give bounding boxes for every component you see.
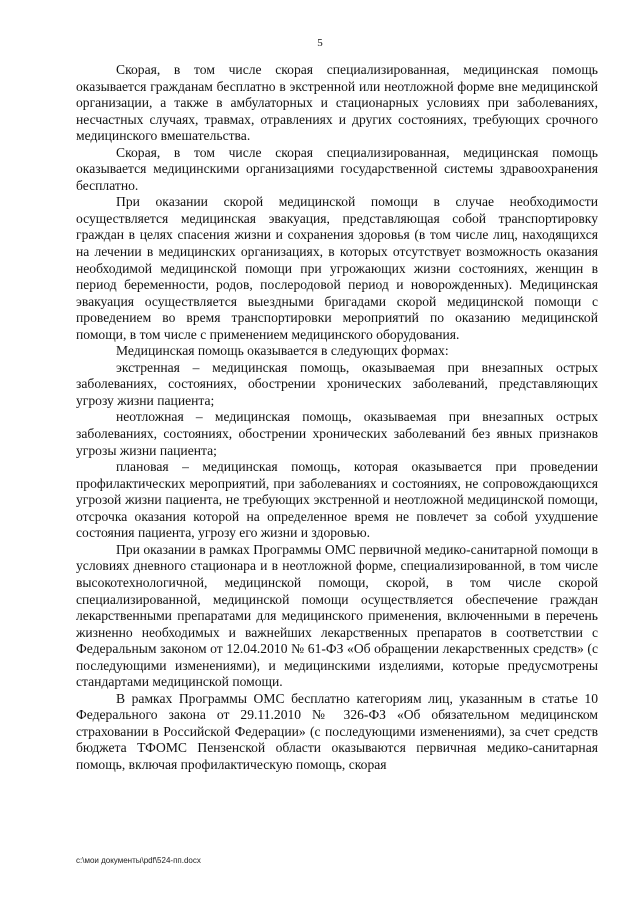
paragraph: Скорая, в том числе скорая специализированная, медицинская помощь оказывается гражданам бесплатно в экстренной или неотложной форме вне медицинской организации, а также в амбулаторных и стационарных условиях при заболеваниях, несчастных случаях, травмах, отравлениях и других состояниях, требующих срочного медицинского вмешательства.: [76, 62, 598, 144]
paragraph: При оказании скорой медицинской помощи в случае необходимости осуществляется медицинская эвакуация, представляющая собой транспортировку граждан в целях спасения жизни и сохранения здоровья (в том числе лиц, находящихся на лечении в медицинских организациях, в которых отсутствует возможность оказания необходимой медицинской помощи при угрожающих жизни состояниях, женщин в период беременности, родов, послеродовой период и новорожденных). Медицинская эвакуация осуществляется выездными бригадами скорой медицинской помощи с проведением во время транспортировки мероприятий по оказанию медицинской помощи, в том числе с применением медицинского оборудования.: [76, 194, 598, 342]
document-body: [76, 62, 598, 774]
paragraph: При оказании в рамках Программы ОМС первичной медико-санитарной помощи в условиях дневного стационара и в неотложной форме, специализированной, в том числе высокотехнологичной, медицинской помощи, скорой, в том числе скорой специализированной, медицинской помощи осуществляется обеспечение граждан лекарственными препаратами для медицинского применения, включенными в перечень жизненно необходимых и важнейших лекарственных препаратов в соответствии с Федеральным законом от 12.04.2010 № 61-ФЗ «Об обращении лекарственных средств» (с последующими изменениями), и медицинскими изделиями, которые предусмотрены стандартами медицинской помощи.: [76, 541, 598, 690]
list-item: неотложная – медицинская помощь, оказываемая при внезапных острых заболеваниях, состояниях, обострении хронических заболеваний без явных признаков угрозы жизни пациента;: [76, 409, 598, 458]
footer-file-path: c:\мои документы\pdf\524-пп.docx: [76, 856, 201, 865]
list-item: экстренная – медицинская помощь, оказываемая при внезапных острых заболеваниях, состояниях, обострении хронических заболеваний, представляющих угрозу жизни пациента;: [76, 359, 598, 408]
paragraph: Скорая, в том числе скорая специализированная, медицинская помощь оказывается медицинскими организациями государственной системы здравоохранения бесплатно.: [76, 144, 598, 193]
paragraph: В рамках Программы ОМС бесплатно категориям лиц, указанным в статье 10 Федерального закона от 29.11.2010 № 326-ФЗ «Об обязательном медицинском страховании в Российской Федерации» (с последующими изменениями), за счет средств бюджета ТФОМС Пензенской области оказываются первичная медико-санитарная помощь, включая профилактическую помощь, скорая: [76, 690, 598, 772]
page-number: 5: [317, 37, 323, 49]
paragraph: Медицинская помощь оказывается в следующих формах:: [116, 343, 449, 359]
list-item: плановая – медицинская помощь, которая оказывается при проведении профилактических мероприятий, при заболеваниях и состояниях, не сопровождающихся угрозой жизни пациента, не требующих экстренной и неотложной медицинской помощи, отсрочка оказания которой на определенное время не повлечет за собой ухудшение состояния пациента, угрозу его жизни и здоровью.: [76, 459, 598, 541]
